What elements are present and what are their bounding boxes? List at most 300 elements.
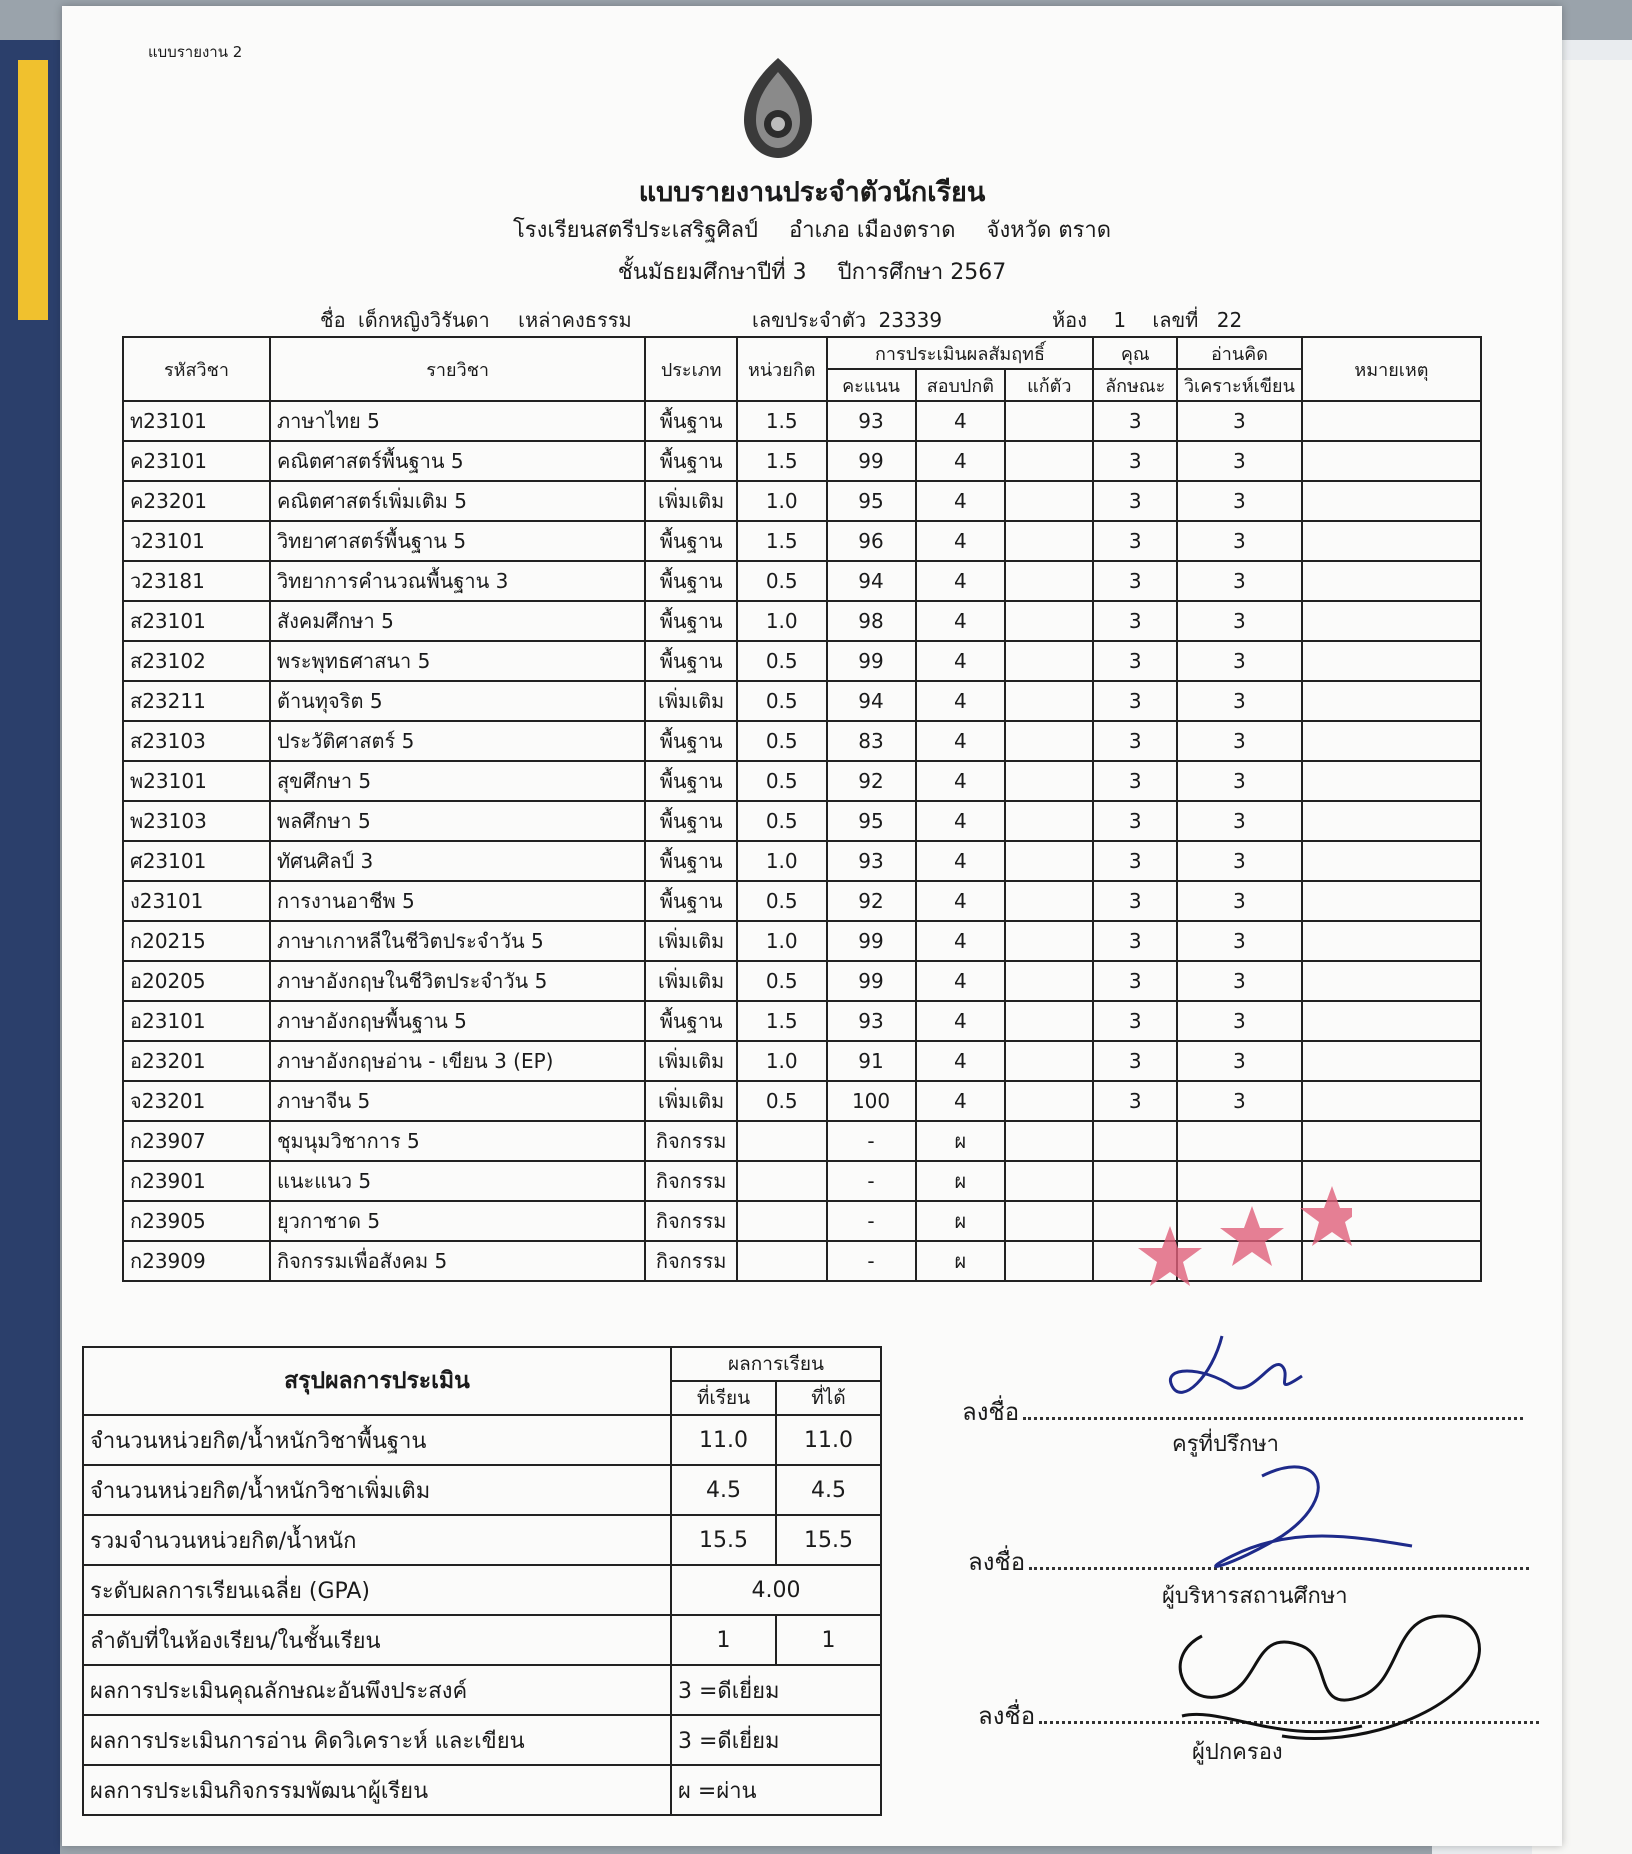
subject-name: สุขศึกษา 5 — [270, 761, 645, 801]
subject-character: 3 — [1093, 1081, 1176, 1121]
character-label: ผลการประเมินคุณลักษณะอันพึงประสงค์ — [83, 1665, 671, 1715]
subject-score: 99 — [827, 641, 916, 681]
subject-reading: 3 — [1177, 881, 1302, 921]
table-row — [123, 561, 1481, 601]
subject-reading: 3 — [1177, 841, 1302, 881]
subject-credits: 1.5 — [737, 441, 827, 481]
subject-credits: 1.0 — [737, 841, 827, 881]
header-assessment: การประเมินผลสัมฤทธิ์ — [827, 337, 1094, 369]
sign-label: ลงชื่อ — [968, 1548, 1026, 1576]
subject-retake — [1005, 841, 1093, 881]
header-reading-1: อ่านคิด — [1177, 337, 1302, 369]
summary-studied: 15.5 — [671, 1515, 776, 1565]
subject-code: ก23907 — [123, 1121, 270, 1161]
subject-type: พื้นฐาน — [645, 561, 737, 601]
grades-table — [122, 336, 1482, 1282]
subject-retake — [1005, 1241, 1093, 1281]
id-label: เลขประจำตัว — [752, 308, 867, 332]
subject-code: ค23201 — [123, 481, 270, 521]
school-emblem-icon — [730, 54, 826, 164]
activity-label: ผลการประเมินกิจกรรมพัฒนาผู้เรียน — [83, 1765, 671, 1815]
subject-grade: 4 — [916, 401, 1006, 441]
summary-label: รวมจำนวนหน่วยกิต/น้ำหนัก — [83, 1515, 671, 1565]
subject-reading: 3 — [1177, 801, 1302, 841]
subject-type: พื้นฐาน — [645, 721, 737, 761]
subject-code: อ20205 — [123, 961, 270, 1001]
subject-reading: 3 — [1177, 921, 1302, 961]
subject-type: พื้นฐาน — [645, 401, 737, 441]
activity-value: ผ =ผ่าน — [671, 1765, 881, 1815]
subject-grade: 4 — [916, 521, 1006, 561]
subject-retake — [1005, 561, 1093, 601]
subject-reading: 3 — [1177, 601, 1302, 641]
subject-code: ว23101 — [123, 521, 270, 561]
subject-character: 3 — [1093, 521, 1176, 561]
subject-credits: 1.0 — [737, 601, 827, 641]
subject-score: 94 — [827, 561, 916, 601]
subject-character: 3 — [1093, 841, 1176, 881]
subject-credits: 0.5 — [737, 641, 827, 681]
subject-remark — [1302, 481, 1481, 521]
subject-reading: 3 — [1177, 1081, 1302, 1121]
subject-credits: 1.5 — [737, 521, 827, 561]
subject-type: เพิ่มเติม — [645, 481, 737, 521]
subject-name: คณิตศาสตร์พื้นฐาน 5 — [270, 441, 645, 481]
reading-value: 3 =ดีเยี่ยม — [671, 1715, 881, 1765]
subject-reading: 3 — [1177, 681, 1302, 721]
subject-grade: ผ — [916, 1121, 1006, 1161]
subject-credits: 0.5 — [737, 561, 827, 601]
character-row — [83, 1665, 881, 1715]
subject-character: 3 — [1093, 561, 1176, 601]
number-value: 22 — [1216, 308, 1243, 332]
school-line — [62, 212, 1562, 247]
subject-type: เพิ่มเติม — [645, 1041, 737, 1081]
subject-remark — [1302, 801, 1481, 841]
table-row — [123, 481, 1481, 521]
class-line — [62, 254, 1562, 289]
subject-grade: 4 — [916, 961, 1006, 1001]
subject-code: ส23101 — [123, 601, 270, 641]
role-advisor: ครูที่ปรึกษา — [1172, 1432, 1279, 1457]
subject-reading: 3 — [1177, 961, 1302, 1001]
subject-code: ค23101 — [123, 441, 270, 481]
room-value: 1 — [1113, 308, 1127, 332]
subject-name: ชุมนุมวิชาการ 5 — [270, 1121, 645, 1161]
subject-retake — [1005, 441, 1093, 481]
subject-name: ภาษาอังกฤษในชีวิตประจำวัน 5 — [270, 961, 645, 1001]
subject-grade: 4 — [916, 441, 1006, 481]
subject-reading: 3 — [1177, 561, 1302, 601]
grade-level: ชั้นมัธยมศึกษาปีที่ 3 — [617, 260, 807, 285]
last-name: เหล่าคงธรรม — [518, 308, 632, 332]
subject-retake — [1005, 1081, 1093, 1121]
subject-remark — [1302, 561, 1481, 601]
subject-credits: 0.5 — [737, 761, 827, 801]
subject-score: 92 — [827, 881, 916, 921]
subject-type: เพิ่มเติม — [645, 1081, 737, 1121]
subject-credits: 1.5 — [737, 1001, 827, 1041]
subject-character: 3 — [1093, 801, 1176, 841]
subject-remark — [1302, 401, 1481, 441]
rank-room: 1 — [671, 1615, 776, 1665]
subject-remark — [1302, 841, 1481, 881]
student-room — [1052, 304, 1242, 336]
activity-row — [83, 1765, 881, 1815]
subject-name: ภาษาอังกฤษพื้นฐาน 5 — [270, 1001, 645, 1041]
subject-name: ภาษาเกาหลีในชีวิตประจำวัน 5 — [270, 921, 645, 961]
subject-reading: 3 — [1177, 401, 1302, 441]
summary-row — [83, 1515, 881, 1565]
table-row — [123, 1121, 1481, 1161]
rank-class: 1 — [776, 1615, 881, 1665]
subject-score: 95 — [827, 801, 916, 841]
summary-result-header: ผลการเรียน — [671, 1347, 881, 1381]
sign-label: ลงชื่อ — [962, 1398, 1020, 1426]
subject-credits: 0.5 — [737, 881, 827, 921]
subject-credits: 1.0 — [737, 921, 827, 961]
table-row — [123, 401, 1481, 441]
subject-code: ว23181 — [123, 561, 270, 601]
summary-row — [83, 1415, 881, 1465]
subject-grade: 4 — [916, 841, 1006, 881]
subject-remark — [1302, 961, 1481, 1001]
subject-type: กิจกรรม — [645, 1161, 737, 1201]
number-label: เลขที่ — [1152, 308, 1199, 332]
subject-remark — [1302, 681, 1481, 721]
header-type: ประเภท — [645, 337, 737, 401]
student-id — [752, 304, 942, 336]
sign-label: ลงชื่อ — [978, 1702, 1036, 1730]
subject-retake — [1005, 961, 1093, 1001]
summary-earned: 4.5 — [776, 1465, 881, 1515]
subject-name: วิทยาศาสตร์พื้นฐาน 5 — [270, 521, 645, 561]
subject-type: กิจกรรม — [645, 1201, 737, 1241]
subject-retake — [1005, 481, 1093, 521]
table-row — [123, 1081, 1481, 1121]
table-row — [123, 441, 1481, 481]
subject-reading: 3 — [1177, 721, 1302, 761]
subject-type: พื้นฐาน — [645, 881, 737, 921]
subject-score: 83 — [827, 721, 916, 761]
summary-col-studied: ที่เรียน — [671, 1381, 776, 1415]
subject-grade: 4 — [916, 601, 1006, 641]
subject-score: - — [827, 1121, 916, 1161]
subject-code: อ23101 — [123, 1001, 270, 1041]
subject-grade: 4 — [916, 721, 1006, 761]
subject-score: 91 — [827, 1041, 916, 1081]
rank-row — [83, 1615, 881, 1665]
subject-code: ส23103 — [123, 721, 270, 761]
subject-credits — [737, 1161, 827, 1201]
approval-stars-stamp — [1122, 1186, 1352, 1296]
reading-label: ผลการประเมินการอ่าน คิดวิเคราะห์ และเขียน — [83, 1715, 671, 1765]
subject-type: พื้นฐาน — [645, 1001, 737, 1041]
subject-score: 94 — [827, 681, 916, 721]
district: อำเภอ เมืองตราด — [789, 218, 956, 243]
subject-character: 3 — [1093, 1041, 1176, 1081]
subject-grade: 4 — [916, 561, 1006, 601]
subject-type: พื้นฐาน — [645, 521, 737, 561]
subject-retake — [1005, 521, 1093, 561]
subject-credits: 0.5 — [737, 721, 827, 761]
subject-retake — [1005, 881, 1093, 921]
subject-score: 93 — [827, 401, 916, 441]
subject-credits: 1.0 — [737, 481, 827, 521]
table-row — [123, 521, 1481, 561]
province: จังหวัด ตราด — [986, 218, 1112, 243]
subject-grade: ผ — [916, 1201, 1006, 1241]
subject-remark — [1302, 881, 1481, 921]
report-sheet — [62, 6, 1562, 1846]
summary-col-earned: ที่ได้ — [776, 1381, 881, 1415]
subject-remark — [1302, 721, 1481, 761]
advisor-signature — [1162, 1326, 1362, 1426]
subject-character: 3 — [1093, 681, 1176, 721]
subject-grade: 4 — [916, 681, 1006, 721]
subject-remark — [1302, 521, 1481, 561]
name-label: ชื่อ — [320, 308, 346, 332]
subject-code: ก23901 — [123, 1161, 270, 1201]
subject-retake — [1005, 641, 1093, 681]
subject-reading: 3 — [1177, 1001, 1302, 1041]
subject-retake — [1005, 1041, 1093, 1081]
background-folder — [18, 60, 48, 320]
subject-remark — [1302, 1041, 1481, 1081]
subject-grade: 4 — [916, 1001, 1006, 1041]
subject-character: 3 — [1093, 481, 1176, 521]
subject-character: 3 — [1093, 961, 1176, 1001]
subject-character: 3 — [1093, 881, 1176, 921]
subject-name: วิทยาการคำนวณพื้นฐาน 3 — [270, 561, 645, 601]
summary-label: จำนวนหน่วยกิต/น้ำหนักวิชาพื้นฐาน — [83, 1415, 671, 1465]
header-credits: หน่วยกิต — [737, 337, 827, 401]
role-director: ผู้บริหารสถานศึกษา — [1162, 1584, 1348, 1609]
subject-retake — [1005, 1161, 1093, 1201]
academic-year: ปีการศึกษา 2567 — [837, 260, 1007, 285]
header-character-2: ลักษณะ — [1093, 369, 1176, 401]
subject-reading: 3 — [1177, 481, 1302, 521]
subject-score: 96 — [827, 521, 916, 561]
subject-grade: 4 — [916, 801, 1006, 841]
subject-credits — [737, 1201, 827, 1241]
subject-credits: 0.5 — [737, 801, 827, 841]
subject-retake — [1005, 681, 1093, 721]
subject-type: พื้นฐาน — [645, 841, 737, 881]
form-number: แบบรายงาน 2 — [148, 43, 243, 61]
summary-table — [82, 1346, 882, 1816]
subject-remark — [1302, 1081, 1481, 1121]
rank-label: ลำดับที่ในห้องเรียน/ในชั้นเรียน — [83, 1615, 671, 1665]
subject-type: กิจกรรม — [645, 1121, 737, 1161]
reading-row — [83, 1715, 881, 1765]
subject-code: พ23103 — [123, 801, 270, 841]
subject-character: 3 — [1093, 641, 1176, 681]
room-label: ห้อง — [1052, 308, 1087, 332]
subject-name: ต้านทุจริต 5 — [270, 681, 645, 721]
subject-name: พระพุทธศาสนา 5 — [270, 641, 645, 681]
subject-remark — [1302, 1121, 1481, 1161]
director-signature — [1172, 1456, 1432, 1586]
subject-remark — [1302, 761, 1481, 801]
subject-remark — [1302, 601, 1481, 641]
subject-reading: 3 — [1177, 641, 1302, 681]
table-row — [123, 961, 1481, 1001]
subject-code: ก20215 — [123, 921, 270, 961]
id-value: 23339 — [878, 308, 943, 332]
table-row — [123, 1041, 1481, 1081]
subject-type: เพิ่มเติม — [645, 681, 737, 721]
subject-character — [1093, 1121, 1176, 1161]
table-row — [123, 881, 1481, 921]
subject-type: กิจกรรม — [645, 1241, 737, 1281]
subject-score: 99 — [827, 441, 916, 481]
header-character-1: คุณ — [1093, 337, 1176, 369]
subject-credits — [737, 1241, 827, 1281]
summary-earned: 11.0 — [776, 1415, 881, 1465]
subject-score: - — [827, 1241, 916, 1281]
subject-grade: 4 — [916, 1041, 1006, 1081]
subject-score: 100 — [827, 1081, 916, 1121]
subject-remark — [1302, 641, 1481, 681]
subject-retake — [1005, 721, 1093, 761]
subject-character: 3 — [1093, 441, 1176, 481]
table-row — [123, 681, 1481, 721]
parent-signature — [1162, 1596, 1522, 1766]
subject-grade: 4 — [916, 761, 1006, 801]
subject-character: 3 — [1093, 721, 1176, 761]
header-score: คะแนน — [827, 369, 916, 401]
subject-grade: 4 — [916, 1081, 1006, 1121]
subject-character: 3 — [1093, 601, 1176, 641]
report-title: แบบรายงานประจำตัวนักเรียน — [638, 177, 986, 208]
subject-retake — [1005, 1001, 1093, 1041]
subject-grade: 4 — [916, 641, 1006, 681]
table-row — [123, 841, 1481, 881]
subject-type: เพิ่มเติม — [645, 921, 737, 961]
character-value: 3 =ดีเยี่ยม — [671, 1665, 881, 1715]
subject-remark — [1302, 921, 1481, 961]
subject-code: ศ23101 — [123, 841, 270, 881]
subject-grade: 4 — [916, 881, 1006, 921]
table-row — [123, 721, 1481, 761]
subject-grade: ผ — [916, 1161, 1006, 1201]
subject-name: สังคมศึกษา 5 — [270, 601, 645, 641]
subject-retake — [1005, 1121, 1093, 1161]
subject-reading: 3 — [1177, 521, 1302, 561]
subject-code: อ23201 — [123, 1041, 270, 1081]
subject-reading — [1177, 1121, 1302, 1161]
subject-credits — [737, 1121, 827, 1161]
subject-reading: 3 — [1177, 441, 1302, 481]
subject-retake — [1005, 401, 1093, 441]
subject-type: พื้นฐาน — [645, 441, 737, 481]
subject-score: 98 — [827, 601, 916, 641]
subject-code: จ23201 — [123, 1081, 270, 1121]
summary-earned: 15.5 — [776, 1515, 881, 1565]
header-subject: รายวิชา — [270, 337, 645, 401]
header-reading-2: วิเคราะห์เขียน — [1177, 369, 1302, 401]
school-name: โรงเรียนสตรีประเสริฐศิลป์ — [512, 218, 759, 243]
summary-studied: 11.0 — [671, 1415, 776, 1465]
subject-credits: 0.5 — [737, 681, 827, 721]
header-retake: แก้ตัว — [1005, 369, 1093, 401]
subject-remark — [1302, 1001, 1481, 1041]
summary-title: สรุปผลการประเมิน — [83, 1347, 671, 1415]
subject-credits: 0.5 — [737, 961, 827, 1001]
subject-code: ส23211 — [123, 681, 270, 721]
gpa-row — [83, 1565, 881, 1615]
subject-retake — [1005, 801, 1093, 841]
gpa-label: ระดับผลการเรียนเฉลี่ย (GPA) — [83, 1565, 671, 1615]
header-remark: หมายเหตุ — [1302, 337, 1481, 401]
subject-score: 93 — [827, 841, 916, 881]
subject-name: กิจกรรมเพื่อสังคม 5 — [270, 1241, 645, 1281]
subject-code: ท23101 — [123, 401, 270, 441]
subject-name: คณิตศาสตร์เพิ่มเติม 5 — [270, 481, 645, 521]
subject-grade: 4 — [916, 921, 1006, 961]
subject-character: 3 — [1093, 1001, 1176, 1041]
subject-retake — [1005, 921, 1093, 961]
subject-type: เพิ่มเติม — [645, 961, 737, 1001]
subject-credits: 0.5 — [737, 1081, 827, 1121]
subject-reading: 3 — [1177, 1041, 1302, 1081]
subject-credits: 1.5 — [737, 401, 827, 441]
role-parent: ผู้ปกครอง — [1192, 1740, 1283, 1765]
subject-name: ภาษาจีน 5 — [270, 1081, 645, 1121]
summary-studied: 4.5 — [671, 1465, 776, 1515]
subject-character: 3 — [1093, 921, 1176, 961]
table-row — [123, 1001, 1481, 1041]
subject-type: พื้นฐาน — [645, 601, 737, 641]
subject-remark — [1302, 441, 1481, 481]
table-row — [123, 641, 1481, 681]
subject-retake — [1005, 601, 1093, 641]
table-row — [123, 801, 1481, 841]
subject-retake — [1005, 761, 1093, 801]
subject-grade: 4 — [916, 481, 1006, 521]
first-name: เด็กหญิงวิรันดา — [357, 308, 490, 332]
subject-score: 93 — [827, 1001, 916, 1041]
subject-name: ภาษาไทย 5 — [270, 401, 645, 441]
header-normal: สอบปกติ — [916, 369, 1006, 401]
summary-label: จำนวนหน่วยกิต/น้ำหนักวิชาเพิ่มเติม — [83, 1465, 671, 1515]
subject-type: พื้นฐาน — [645, 801, 737, 841]
subject-code: ก23909 — [123, 1241, 270, 1281]
student-name — [320, 304, 632, 336]
subject-character: 3 — [1093, 401, 1176, 441]
subject-name: แนะแนว 5 — [270, 1161, 645, 1201]
subject-name: การงานอาชีพ 5 — [270, 881, 645, 921]
gpa-value: 4.00 — [671, 1565, 881, 1615]
subject-name: พลศึกษา 5 — [270, 801, 645, 841]
subject-score: 95 — [827, 481, 916, 521]
subject-type: พื้นฐาน — [645, 641, 737, 681]
subject-score: 99 — [827, 921, 916, 961]
subject-score: - — [827, 1201, 916, 1241]
subject-name: ประวัติศาสตร์ 5 — [270, 721, 645, 761]
subject-score: 92 — [827, 761, 916, 801]
summary-row — [83, 1465, 881, 1515]
subject-code: พ23101 — [123, 761, 270, 801]
subject-grade: ผ — [916, 1241, 1006, 1281]
header-code: รหัสวิชา — [123, 337, 270, 401]
table-row — [123, 761, 1481, 801]
table-row — [123, 601, 1481, 641]
subject-name: ภาษาอังกฤษอ่าน - เขียน 3 (EP) — [270, 1041, 645, 1081]
subject-retake — [1005, 1201, 1093, 1241]
subject-credits: 1.0 — [737, 1041, 827, 1081]
